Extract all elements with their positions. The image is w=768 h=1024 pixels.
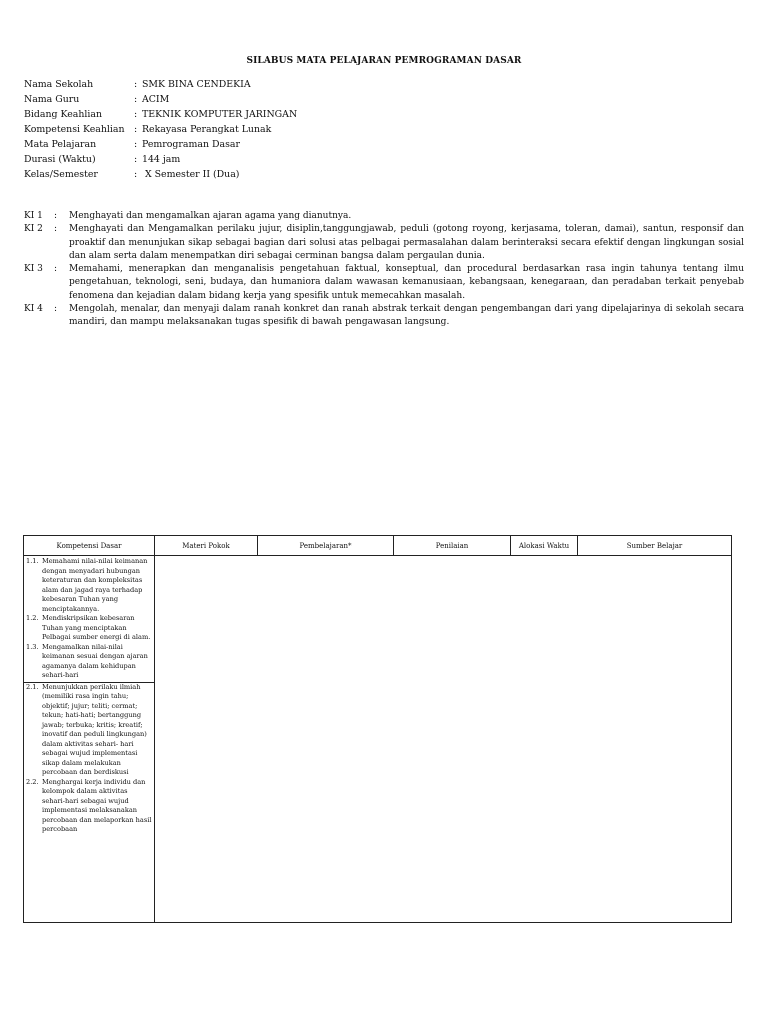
ki-code: KI 1 — [24, 211, 43, 221]
meta-label: Nama Sekolah — [24, 79, 94, 90]
meta-label: Bidang Keahlian — [24, 109, 103, 120]
kd-item — [26, 643, 152, 681]
kd-text: Mengamalkan nilai-nilai keimanan sesuai dengan ajaran agamanya dalam kehidupan sehari-hari — [42, 642, 148, 679]
document-title: SILABUS MATA PELAJARAN PEMROGRAMAN DASAR — [246, 56, 522, 66]
meta-row: Mata Pelajaran : Pemrograman Dasar — [24, 139, 240, 150]
ki-row: KI 4 : Mengolah, menalar, dan menyaji dalam ranah konkret dan ranah abstrak terkait dengan pengembangan dari yang dipelajarinya di sekolah secara mandiri, dan mampu melaksanakan tugas spesifik di bawah pengawasan langsung. — [24, 303, 744, 330]
kd-number: 2.2. — [26, 777, 39, 786]
core-competencies — [24, 210, 744, 330]
meta-value: 144 jam — [141, 154, 181, 165]
meta-row: Kompetensi Keahlian : Rekayasa Perangkat Lunak — [24, 124, 272, 135]
ki-row: KI 2 : Menghayati dan Mengamalkan perilaku jujur, disiplin,tanggungjawab, peduli (gotong royong, kerjasama, toleran, damai), santun, responsif dan proaktif dan menunjukan sikap sebagai bagian dari solusi atas pelbagai permasalahan dalam berinteraksi secara efektif dengan lingkungan sosial dan alam serta dalam menempatkan diri sebagai cerminan bangsa dalam pergaulan dunia. — [24, 223, 744, 263]
kompetensi-dasar-cell — [24, 556, 155, 923]
syllabus-table — [23, 535, 732, 923]
ki-text: Menghayati dan mengamalkan ajaran agama yang dianutnya. — [69, 211, 352, 221]
meta-value: Pemrograman Dasar — [141, 139, 240, 150]
meta-row: Bidang Keahlian : TEKNIK KOMPUTER JARINGAN — [24, 109, 298, 120]
column-header: Materi Pokok — [155, 536, 258, 556]
meta-row: Kelas/Semester : X Semester II (Dua) — [24, 169, 240, 180]
kd-group — [24, 683, 154, 836]
meta-value: Rekayasa Perangkat Lunak — [141, 124, 272, 135]
kd-number: 2.1. — [26, 682, 39, 691]
kd-text: Menunjukkan perilaku ilmiah (memiliki rasa ingin tahu; objektif; jujur; teliti; cermat; tekun; hati-hati; bertanggung jawab; terbuka; kritis; kreatif; inovatif dan peduli lingkungan) dalam aktivitas sehari- hari sebagai wujud implementasi sikap dalam melakukan percobaan dan berdiskusi — [42, 682, 147, 776]
ki-text: Menghayati dan Mengamalkan perilaku jujur, disiplin,tanggungjawab, peduli (gotong royong, kerjasama, toleran, damai), santun, responsif dan proaktif dan menunjukan sikap sebagai bagian dari solusi atas pelbagai permasalahan dalam berinteraksi secara efektif dengan lingkungan sosial dan alam serta dalam menempatkan diri sebagai cerminan bangsa dalam pergaulan dunia. — [69, 224, 744, 261]
meta-label: Nama Guru — [24, 94, 80, 105]
ki-row: KI 1 : Menghayati dan mengamalkan ajaran agama yang dianutnya. — [24, 210, 744, 223]
kd-text: Memahami nilai-nilai keimanan dengan menyadari hubungan keteraturan dan kompleksitas alam dan jagad raya terhadap kebesaran Tuhan yang menciptakannya. — [42, 557, 148, 613]
kd-item — [26, 778, 152, 835]
kd-group — [24, 557, 154, 683]
ki-text: Mengolah, menalar, dan menyaji dalam ranah konkret dan ranah abstrak terkait dengan pengembangan dari yang dipelajarinya di sekolah secara mandiri, dan mampu melaksanakan tugas spesifik di bawah pengawasan langsung. — [69, 304, 744, 328]
meta-label: Kompetensi Keahlian — [24, 124, 125, 135]
kd-number: 1.1. — [26, 557, 39, 565]
ki-text: Memahami, menerapkan dan menganalisis pengetahuan faktual, konseptual, dan procedural berdasarkan rasa ingin tahunya tentang ilmu pengetahuan, teknologi, seni, budaya, dan humaniora dalam wawasan kemanusiaan, kebangsaan, kenegaraan, dan peradaban terkait penyebab fenomena dan kejadian dalam bidang kerja yang spesifik untuk memecahkan masalah. — [69, 264, 744, 301]
meta-value: SMK BINA CENDEKIA — [141, 79, 251, 90]
meta-value: TEKNIK KOMPUTER JARINGAN — [141, 109, 298, 120]
kd-number: 1.2. — [26, 614, 39, 622]
column-header: Kompetensi Dasar — [24, 536, 155, 556]
meta-label: Mata Pelajaran — [24, 139, 97, 150]
meta-row: Durasi (Waktu) : 144 jam — [24, 154, 181, 165]
content-cell-empty — [155, 556, 732, 923]
table-row — [24, 556, 732, 923]
ki-code: KI 3 — [24, 264, 43, 275]
column-header: Pembelajaran* — [258, 536, 394, 556]
meta-row: Nama Guru : ACIM — [24, 94, 170, 105]
ki-row: KI 3 : Memahami, menerapkan dan menganalisis pengetahuan faktual, konseptual, dan procedural berdasarkan rasa ingin tahunya tentang ilmu pengetahuan, teknologi, seni, budaya, dan humaniora dalam wawasan kemanusiaan, kebangsaan, kenegaraan, dan peradaban terkait penyebab fenomena dan kejadian dalam bidang kerja yang spesifik untuk memecahkan masalah. — [24, 263, 744, 303]
table-header-row — [24, 536, 732, 556]
kd-text: Mendiskripsikan kebesaran Tuhan yang menciptakan Pelbagai sumber energi di alam. — [42, 614, 151, 641]
ki-code: KI 4 — [24, 304, 43, 315]
ki-code: KI 2 — [24, 224, 43, 235]
meta-row: Nama Sekolah : SMK BINA CENDEKIA — [24, 79, 251, 90]
column-header: Penilaian — [394, 536, 511, 556]
identity-block — [24, 77, 297, 182]
kd-text: Menghargai kerja individu dan kelompok dalam aktivitas sehari-hari sebagai wujud implementasi melaksanakan percobaan dan melaporkan hasil percobaan — [42, 777, 152, 833]
kd-item — [26, 683, 152, 778]
meta-value: X Semester II (Dua) — [141, 169, 240, 180]
kd-number: 1.3. — [26, 642, 39, 651]
column-header: Alokasi Waktu — [511, 536, 578, 556]
meta-value: ACIM — [141, 94, 170, 105]
kd-item — [26, 557, 152, 614]
meta-label: Kelas/Semester — [24, 169, 98, 180]
meta-label: Durasi (Waktu) — [24, 154, 96, 165]
column-header: Sumber Belajar — [578, 536, 732, 556]
kd-item — [26, 614, 152, 643]
